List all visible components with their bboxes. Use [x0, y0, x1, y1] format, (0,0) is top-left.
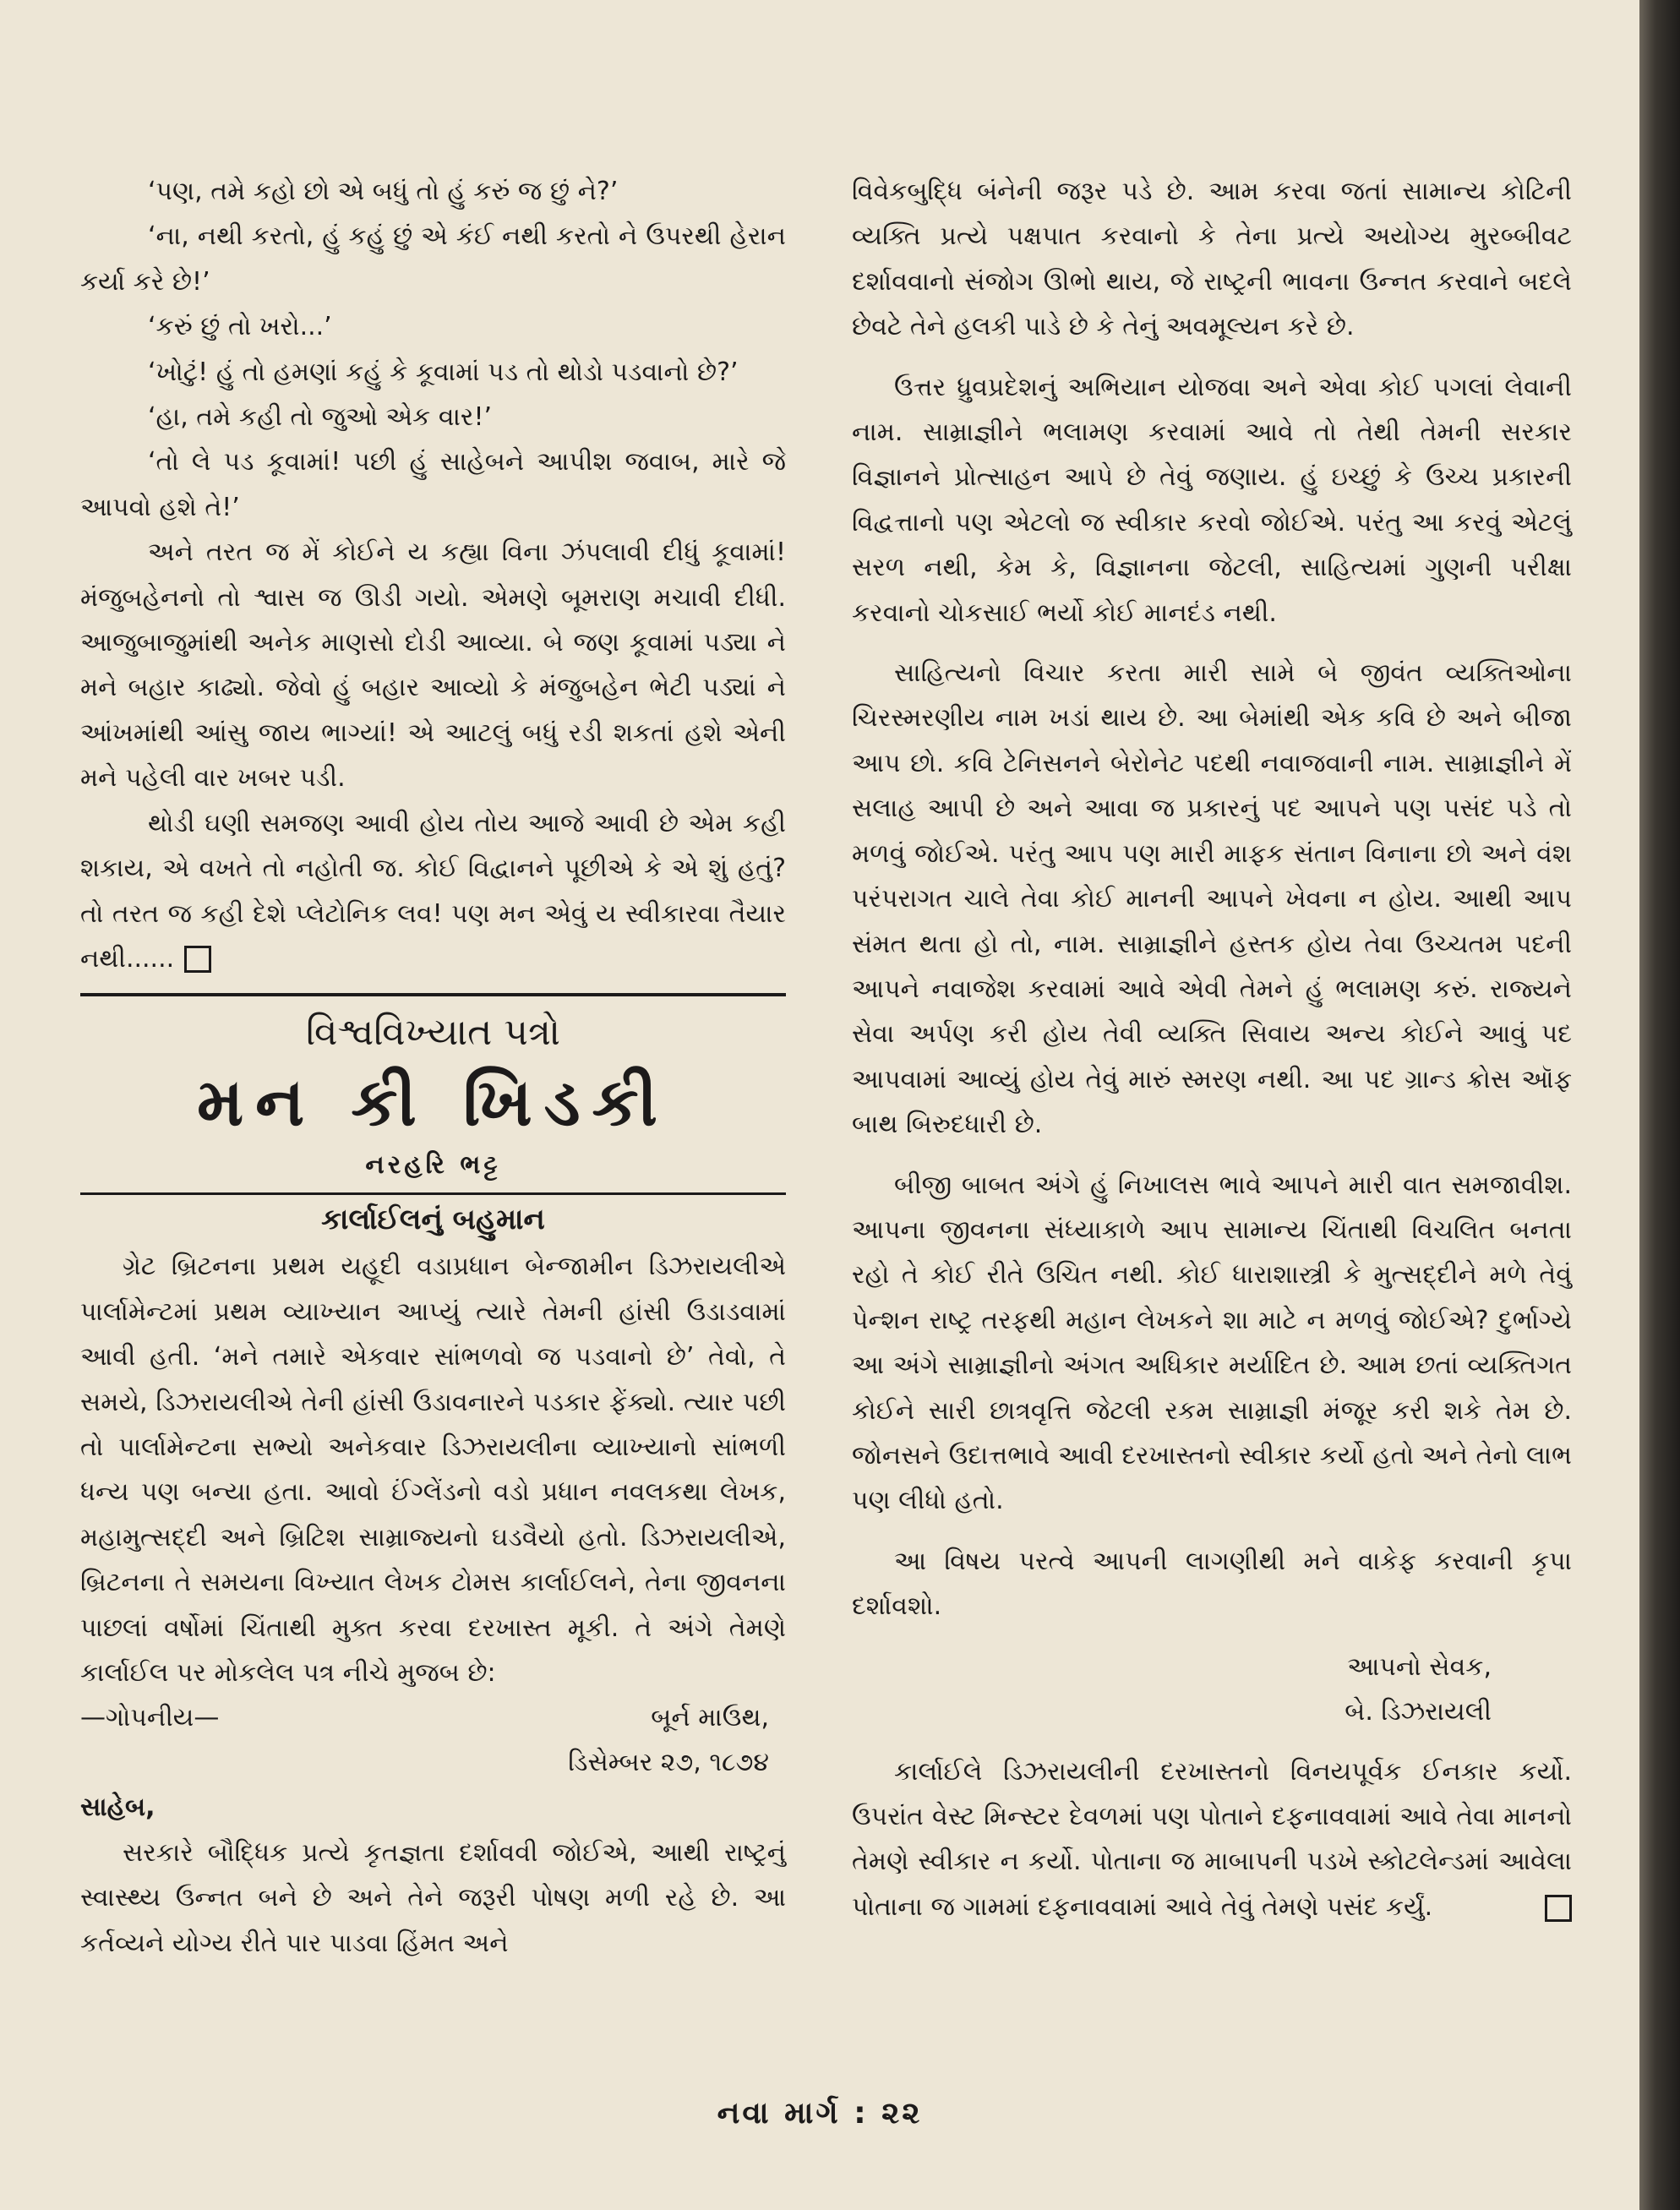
letter-signature: બે. ડિઝરાયલી	[1345, 1696, 1492, 1727]
article-byline: નરહરિ ભટ્ટ	[365, 1150, 501, 1181]
dialogue-line: ‘ના, નથી કરતો, હું કહું છું એ કંઈ નથી કરતો ને ઉપરથી હેરાન કર્યા કરે છે!’	[80, 221, 786, 297]
article-heading	[80, 1003, 786, 1187]
story-closing-paragraph	[80, 801, 786, 982]
story-paragraph: અને તરત જ મેં કોઈને ય કહ્યા વિના ઝંપલાવી દીધું કૂવામાં! મંજુબહેનનો તો શ્વાસ જ ઊડી ગયો. એમણે બૂમરાણ મચાવી દીધી. આજુબાજુમાંથી અનેક માણસો દોડી આવ્યા. બે જણ કૂવામાં પડ્યા ને મને બહાર કાઢ્યો. જેવો હું બહાર આવ્યો કે મંજુબહેન ભેટી પડ્યાં ને આંખમાંથી આંસુ જાય ભાગ્યાં! એ આટલું બધું રડી શકતાં હશે એની મને પહેલી વાર ખબર પડી.	[80, 537, 786, 794]
article-kicker: વિશ્વવિખ્યાત પત્રો	[306, 1011, 560, 1055]
end-mark-icon	[1545, 1895, 1572, 1922]
letter-place: બૂર્ન માઉથ,	[651, 1703, 769, 1733]
article-closing-text: કાર્લાઈલે ડિઝરાયલીની દરખાસ્તનો વિનયપૂર્વક ઈનકાર કર્યો. ઉપરાંત વેસ્ટ મિન્સ્ટર દેવળમાં પણ પોતાને દફનાવવામાં આવે તેવા માનનો તેમણે સ્વીકાર ન કર્યો. પોતાના જ માબાપની પડખે સ્કોટલેન્ડમાં આવેલા પોતાના જ ગામમાં દફનાવવામાં આવે તેવું તેમણે પસંદ કર્યું.	[852, 1756, 1572, 1922]
letter-paragraph: સાહિત્યનો વિચાર કરતા મારી સામે બે જીવંત વ્યક્તિઓના ચિરસ્મરણીય નામ ખડાં થાય છે. આ બેમાંથી એક કવિ છે અને બીજા આપ છો. કવિ ટેનિસનને બેરોનેટ પદથી નવાજવાની નામ. સામ્રાજ્ઞીને મેં સલાહ આપી છે અને આવા જ પ્રકારનું પદ આપને પણ પસંદ પડે તો મળવું જોઈએ. પરંતુ આપ પણ મારી માફક સંતાન વિનાના છો અને વંશ પરંપરાગત ચાલે તેવા કોઈ માનની આપને ખેવના ન હોય. આથી આપ સંમત થતા હો તો, નામ. સામ્રાજ્ઞીને હસ્તક હોય તેવા ઉચ્ચતમ પદની આપને નવાજેશ કરવામાં આવે એવી તેમને હું ભલામણ કરું. રાજ્યને સેવા અર્પણ કરી હોય તેવી વ્યક્તિ સિવાય અન્ય કોઈને આવું પદ આપવામાં આવ્યું હોય તેવું મારું સ્મરણ નથી. આ પદ ગ્રાન્ડ ક્રોસ ઑફ બાથ બિરુદધારી છે.	[852, 658, 1572, 1140]
story-closing-text: થોડી ઘણી સમજણ આવી હોય તોય આજે આવી છે એમ કહી શકાય, એ વખતે તો નહોતી જ. કોઈ વિદ્વાનને પૂછીએ કે એ શું હતું? તો તરત જ કહી દેશે પ્લેટોનિક લવ! પણ મન એવું ય સ્વીકારવા તૈયાર નથી......	[80, 808, 786, 974]
dialogue-line: ‘હા, તમે કહી તો જુઓ એક વાર!’	[148, 402, 493, 433]
letter-paragraph: બીજી બાબત અંગે હું નિખાલસ ભાવે આપને મારી વાત સમજાવીશ. આપના જીવનના સંધ્યાકાળે આપ સામાન્ય ચિંતાથી વિચલિત બનતા રહો તે કોઈ રીતે ઉચિત નથી. કોઈ ધારાશાસ્ત્રી કે મુત્સદ્દીને મળે તેવું પેન્શન રાષ્ટ્ર તરફથી મહાન લેખકને શા માટે ન મળવું જોઈએ? દુર્ભાગ્યે આ અંગે સામ્રાજ્ઞીનો અંગત અધિકાર મર્યાદિત છે. આમ છતાં વ્યક્તિગત કોઈને સારી છાત્રવૃત્તિ જેટલી રકમ સામ્રાજ્ઞી મંજૂર કરી શકે તેમ છે. જોનસને ઉદાત્તભાવે આવી દરખાસ્તનો સ્વીકાર કર્યો હતો અને તેનો લાભ પણ લીધો હતો.	[852, 1170, 1572, 1516]
letter-paragraph: ઉત્તર ધ્રુવપ્રદેશનું અભિયાન યોજવા અને એવા કોઈ પગલાં લેવાની નામ. સામ્રાજ્ઞીને ભલામણ કરવામાં આવે તો તેથી તેમની સરકાર વિજ્ઞાનને પ્રોત્સાહન આપે છે તેવું જણાય. હું ઇચ્છું કે ઉચ્ચ પ્રકારની વિદ્વત્તાનો પણ એટલો જ સ્વીકાર કરવો જોઈએ. પરંતુ આ કરવું એટલું સરળ નથી, કેમ કે, વિજ્ઞાનના જેટલી, સાહિત્યમાં ગુણની પરીક્ષા કરવાનો ચોકસાઈ ભર્યો કોઈ માનદંડ નથી.	[852, 372, 1572, 628]
article-subhead: કાર્લાઈલનું બહુમાન	[321, 1203, 545, 1237]
dialogue-line: ‘તો લે પડ કૂવામાં! પછી હું સાહેબને આપીશ જવાબ, મારે જે આપવો હશે તે!’	[80, 447, 786, 522]
article-title: મન કી ખિડકી	[197, 1065, 669, 1142]
article-intro: ગ્રેટ બ્રિટનના પ્રથમ યહૂદી વડાપ્રધાન બેન્જામીન ડિઝરાયલીએ પાર્લામેન્ટમાં પ્રથમ વ્યાખ્યાન આપ્યું ત્યારે તેમની હાંસી ઉડાડવામાં આવી હતી. ‘મને તમારે એકવાર સાંભળવો જ પડવાનો છે’ તેવો, તે સમયે, ડિઝરાયલીએ તેની હાંસી ઉડાવનારને પડકાર ફેંક્યો. ત્યાર પછી તો પાર્લામેન્ટના સભ્યો અનેકવાર ડિઝરાયલીના વ્યાખ્યાનો સાંભળી ધન્ય પણ બન્યા હતા. આવો ઈંગ્લેંડનો વડો પ્રધાન નવલકથા લેખક, મહામુત્સદ્દી અને બ્રિટિશ સામ્રાજ્યનો ઘડવૈયો હતો. ડિઝરાયલીએ, બ્રિટનના તે સમયના વિખ્યાત લેખક ટોમસ કાર્લાઈલને, તેના જીવનના પાછલાં વર્ષોમાં ચિંતાથી મુક્ત કરવા દરખાસ્ત મૂકી. તે અંગે તેમણે કાર્લાઈલ પર મોકલેલ પત્ર નીચે મુજબ છે:	[80, 1252, 786, 1688]
letter-closing: આપનો સેવક,	[1347, 1651, 1492, 1682]
letter-salutation: સાહેબ,	[80, 1793, 155, 1823]
section-divider	[80, 993, 786, 996]
article-closing-paragraph	[852, 1749, 1572, 1930]
letter-paragraph: વિવેકબુદ્ધિ બંનેની જરૂર પડે છે. આમ કરવા જતાં સામાન્ય કોટિની વ્યક્તિ પ્રત્યે પક્ષપાત કરવાનો કે તેના પ્રત્યે અયોગ્ય મુરબ્બીવટ દર્શાવવાનો સંજોગ ઊભો થાય, જે રાષ્ટ્રની ભાવના ઉન્નત કરવાને બદલે છેવટે તેને હલકી પાડે છે કે તેનું અવમૂલ્યન કરે છે.	[852, 177, 1572, 342]
letter-date: ડિસેમ્બર ૨૭, ૧૮૭૪	[568, 1748, 769, 1778]
letter-header-row	[80, 1695, 786, 1740]
page-edge	[1639, 0, 1680, 2210]
dialogue-line: ‘ખોટું! હું તો હમણાં કહું કે કૂવામાં પડ તો થોડો પડવાનો છે?’	[148, 357, 739, 387]
letter-paragraph: સરકારે બૌદ્ધિક પ્રત્યે કૃતજ્ઞતા દર્શાવવી જોઈએ, આથી રાષ્ટ્રનું સ્વાસ્થ્ય ઉન્નત બને છે અને તેને જરૂરી પોષણ મળી રહે છે. આ કર્તવ્યને યોગ્ય રીતે પાર પાડવા હિંમત અને	[80, 1837, 786, 1958]
confidential-label: —ગોપનીય—	[80, 1703, 220, 1733]
left-column	[80, 169, 786, 1966]
page-footer: નવા માર્ગ : ૨૨	[717, 2096, 923, 2131]
dialogue-line: ‘કરું છું તો ખરો...’	[148, 312, 332, 342]
dialogue-line: ‘પણ, તમે કહો છો એ બધું તો હું કરું જ છું ને?’	[148, 177, 619, 206]
right-column	[852, 169, 1572, 1929]
letter-paragraph: આ વિષય પરત્વે આપની લાગણીથી મને વાકેફ કરવાની કૃપા દર્શાવશો.	[852, 1546, 1572, 1622]
end-mark-icon	[184, 946, 211, 973]
